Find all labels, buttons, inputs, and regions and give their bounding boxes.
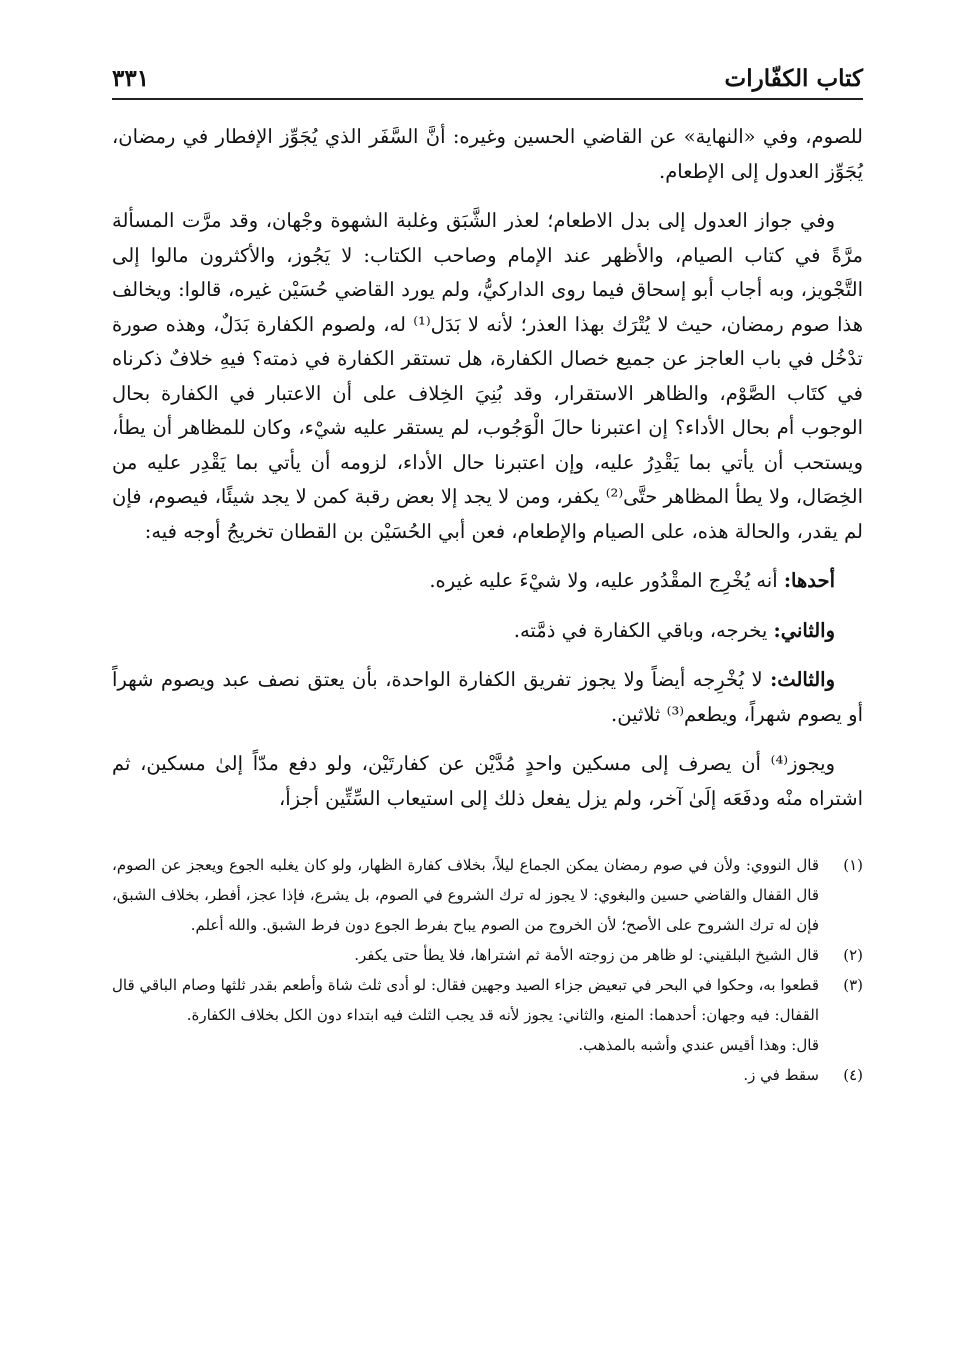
option-first <box>112 564 835 599</box>
option-third-label: والثالث: <box>770 668 835 691</box>
page-number: ٣٣١ <box>112 65 150 92</box>
page-header <box>112 50 863 100</box>
footnote <box>112 1060 863 1090</box>
footnote-number: (٣) <box>843 976 863 994</box>
main-text <box>112 120 863 816</box>
footnote <box>112 850 863 940</box>
footnotes <box>112 850 863 1090</box>
paragraph-2: وفي جواز العدول إلى بدل الاطعام؛ لعذر الشَّبَق وغلبة الشهوة وجْهان، وقد مرَّت المسألة مرَّةً في كتاب الصيام، والأظهر عند الإمام وصاحب الكتاب: لا يَجُوز، والأكثرون مالوا إلى التَّجْويز، وبه أجاب أبو إسحاق فيما روى الداركيُّ، ولم يورد القاضي حُسَيْن غيره، قالوا: ويخالف هذا صوم رمضان، حيث لا يُتْرَك بهذا العذر؛ لأنه لا بَدَل⁽¹⁾ له، ولصوم الكفارة بَدَلٌ، وهذه صورة تدْخُل في باب العاجز عن جميع خصال الكفارة، هل تستقر الكفارة في ذمته؟ فيهِ خلافٌ ذكرناه في كتَاب الصَّوْم، والظاهر الاستقرار، وقد بُنِيَ الخِلاف على أن الاعتبار في الكفارة بحال الوجوب أم بحال الأداء؟ إن اعتبرنا حالَ الْوَجُوب، لم يستقر عليه شيْء، وكان للمظاهر أن يطأ، ويستحب أن يأتي بما يَقْدِرُ عليه، وإن اعتبرنا حال الأداء، لزومه أن يأتي بما يَقْدِر عليه من الخِصَال، ولا يطأ المظاهر حتَّى⁽²⁾ يكفر، ومن لا يجد إلا بعض رقبة كمن لا يجد شيئًا، فيصوم، فإن لم يقدر، والحالة هذه، على الصيام والإطعام، فعن أبي الحُسَيْن بن القطان تخريجُ أوجه فيه: <box>112 209 864 543</box>
option-first-label: أحدها: <box>783 569 835 592</box>
footnote-number: (١) <box>843 856 863 874</box>
footnote-body <box>112 970 819 1060</box>
footnote-number: (٤) <box>843 1066 863 1084</box>
footnote-text: قطعوا به، وحكوا في البحر في تبعيض جزاء الصيد وجهين فقال: لو أدى ثلث شاة وأطعم بقدر ثلثها وصام الباقي قال القفال: فيه وجهان: أحدهما: المنع، والثاني: يجوز لأنه قد يجب الثلث فيه ابتداء دون الكل بخلاف الكفارة. <box>112 976 819 1024</box>
option-third <box>112 663 863 732</box>
option-second <box>112 614 835 649</box>
footnote-text: قال النووي: ولأن في صوم رمضان يمكن الجماع ليلاً، بخلاف كفارة الظهار، ولو كان يغلبه الجوع ويعجز عن الصوم، قال القفال والقاضي حسين والبغوي: لا يجوز له ترك الشروع في الصوم، بل يشرع، فإذا عجز، أفطر، بخلاف الشبق، فإن له ترك الشروح على الأصح؛ لأن الخروج من الصوم يباح بفرط الجوع دون فرط الشبق. والله أعلم. <box>112 856 819 934</box>
paragraph-1: للصوم، وفي «النهاية» عن القاضي الحسين وغيره: أنَّ السَّفَر الذي يُجَوِّز الإفطار في رمضان، يُجَوِّز العدول إلى الإطعام. <box>112 125 863 183</box>
footnote-continuation: قال: وهذا أقيس عندي وأشبه بالمذهب. <box>578 1036 819 1054</box>
footnote-number: (٢) <box>843 946 863 964</box>
option-second-label: والثاني: <box>773 618 835 642</box>
option-third-text: لا يُخْرِجه أيضاً ولا يجوز تفريق الكفارة الواحدة، بأن يعتق نصف عبد ويصوم شهراً أو يصوم شهراً، ويطعم⁽³⁾ ثلاثين. <box>112 668 863 726</box>
option-first-text: أنه يُخْرِج المقْدُور عليه، ولا شيْءَ عليه غيره. <box>429 569 784 592</box>
footnote-text: سقط في ز. <box>743 1066 819 1084</box>
footnote-text: قال الشيخ البلقيني: لو ظاهر من زوجته الأمة ثم اشتراها، فلا يطأ حتى يكفر. <box>354 946 819 964</box>
option-second-text: يخرجه، وباقي الكفارة في ذمَّته. <box>513 618 774 642</box>
footnote <box>112 940 863 970</box>
paragraph-last: ويجوز⁽⁴⁾ أن يصرف إلى مسكين واحدٍ مُدَّيْن عن كفارتَيْن، ولو دفع مدّاً إلىٰ مسكين، ثم اشتراه منْه ودفَعَه إلَىٰ آخر، ولم يزل يفعل ذلك إلى استيعاب السِّتِّين أجزأ، <box>112 752 863 810</box>
running-title: كتاب الكفّارات <box>724 65 863 92</box>
footnote <box>112 970 863 1060</box>
